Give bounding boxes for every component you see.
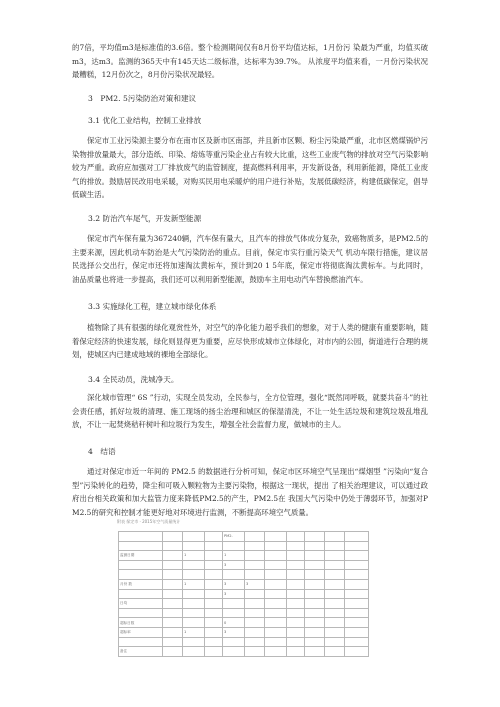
table-cell	[163, 637, 183, 647]
table-cell	[163, 608, 183, 618]
table-cell	[205, 570, 223, 580]
table-row	[119, 599, 369, 609]
paragraph-monitoring-results: 的7倍，平均值m3是标准值的3.6倍。整个检测期间仅有8月份平均值达标，1月份污 染最为严重，均值买破m3，达m3。监测的365天中有145天达二级标准，达标率为39.7%。 从浓度平均值来看，一月份污染状况最糟糕，12月份次之，8月份污染状况最轻。	[72, 43, 428, 80]
table-cell	[119, 532, 163, 542]
table-cell	[305, 608, 325, 618]
table-cell	[325, 560, 345, 570]
table-cell	[287, 599, 305, 609]
table-cell	[205, 618, 223, 628]
table-cell	[183, 560, 205, 570]
table-cell	[287, 618, 305, 628]
subsection-heading-3-2: 3.2 防治汽车尾气，开发新型能源	[88, 214, 202, 223]
table-cell	[205, 541, 223, 551]
table-cell	[287, 532, 305, 542]
table-cell	[325, 608, 345, 618]
table-cell	[265, 608, 287, 618]
table-cell	[345, 608, 369, 618]
table-cell	[345, 551, 369, 561]
table-cell	[205, 637, 223, 647]
data-table-thumbnail	[117, 519, 387, 699]
table-cell	[265, 560, 287, 570]
table-cell	[265, 579, 287, 589]
table-cell	[325, 541, 345, 551]
table-cell	[325, 599, 345, 609]
table-cell	[163, 647, 183, 657]
table-cell	[265, 551, 287, 561]
table-cell	[183, 532, 205, 542]
table-cell	[223, 570, 245, 580]
table-cell	[163, 541, 183, 551]
table-cell: 3	[223, 560, 245, 570]
table-cell	[205, 551, 223, 561]
table-cell	[345, 618, 369, 628]
table-cell	[245, 647, 265, 657]
table-cell	[245, 599, 265, 609]
table-cell	[119, 560, 163, 570]
paragraph-greening: 植物除了具有很强的绿化观赏性外，对空气的净化能力超乎我们的想象，对于人类的健康有重要影响，随着保定经济的快速发展，绿化则显得更为重要，应尽快形成城市立体绿化，对市内的公园，街道进行合理的规划，使城区内已建成地域的裸地全部绿化。	[72, 323, 428, 360]
table-cell: 监测日期	[119, 551, 163, 561]
table-cell	[163, 532, 183, 542]
table-cell	[345, 627, 369, 637]
table-cell	[205, 579, 223, 589]
section-heading-4: 4 结语	[88, 447, 116, 456]
table-row	[119, 618, 369, 628]
table-cell	[325, 570, 345, 580]
table-cell	[245, 618, 265, 628]
table-cell	[119, 541, 163, 551]
table-cell	[287, 570, 305, 580]
table-cell: 3	[223, 589, 245, 599]
table-cell: 1	[183, 551, 205, 561]
table-caption: 附表 保定市 · 2015年空气质量统计	[117, 519, 181, 524]
table-cell	[325, 618, 345, 628]
table-cell: 3	[223, 627, 245, 637]
subsection-heading-3-1: 3.1 优化工业结构，控制工业排放	[88, 116, 202, 125]
table-cell	[287, 589, 305, 599]
table-cell	[265, 532, 287, 542]
table-cell	[325, 589, 345, 599]
table-cell	[265, 589, 287, 599]
table-cell	[265, 647, 287, 657]
table-cell	[245, 532, 265, 542]
table-row	[119, 647, 369, 657]
table-cell	[163, 618, 183, 628]
table-cell	[163, 551, 183, 561]
table-cell	[265, 627, 287, 637]
table-cell	[345, 599, 369, 609]
table-cell	[325, 551, 345, 561]
table-cell: 日均	[119, 599, 163, 609]
table-cell	[119, 637, 163, 647]
table-cell	[245, 608, 265, 618]
table-cell	[305, 579, 325, 589]
table-cell	[287, 627, 305, 637]
table-cell	[245, 570, 265, 580]
table-cell	[287, 560, 305, 570]
table-cell	[163, 627, 183, 637]
table-cell	[245, 560, 265, 570]
table-cell	[287, 637, 305, 647]
table-cell: PM2.	[223, 532, 245, 542]
table-cell: 3	[245, 579, 265, 589]
table-cell	[223, 647, 245, 657]
table-cell	[305, 560, 325, 570]
table-cell	[345, 579, 369, 589]
table-row	[119, 541, 369, 551]
table-row	[119, 551, 369, 561]
table-cell	[305, 599, 325, 609]
table-cell	[223, 608, 245, 618]
table-cell	[183, 647, 205, 657]
table-cell	[325, 532, 345, 542]
subsection-heading-3-3: 3.3 实施绿化工程，建立城市绿化体系	[88, 302, 217, 311]
table-cell	[245, 541, 265, 551]
table-cell: 3	[223, 579, 245, 589]
table-cell	[205, 627, 223, 637]
table-row	[119, 589, 369, 599]
table-cell	[345, 637, 369, 647]
table-cell	[223, 599, 245, 609]
table-cell	[163, 579, 183, 589]
table-cell	[119, 570, 163, 580]
table-cell	[305, 589, 325, 599]
paragraph-industrial-emissions: 保定市工业污染源主要分布在南市区及新市区南部，并且新市区颗、粉尘污染最严重，北市区燃煤锅炉污染物排放量最大，部分造纸、印染、熔炼等重污染企业占有较大比重，这些工业废气物的排放对空气污染影响较为严重。政府应加强对工厂排放废气的监管制度，提高燃料利用率，开发新设备，利用新能源，降低工业废气的排放。鼓励居民改用电采暖，对购买民用电采暖炉的用户进行补贴，发展低碳经济，构建低碳保定，倡导低碳生活。	[72, 136, 428, 200]
table-cell	[205, 532, 223, 542]
table-cell	[183, 608, 205, 618]
table-cell	[265, 570, 287, 580]
table-cell	[183, 541, 205, 551]
table-row	[119, 532, 369, 542]
paragraph-city-management: 深化城市管理“ 6S ”行动，实现全员发动，全民参与，全方位管理，强化“既然同呼吸，就要共奋斗”的社会责任感，抓好垃圾的清理、施工现场的扬尘治理和城区的保湿清洗，不让一处生活垃圾和建筑垃圾乱堆乱放，不让一起焚烧秸秆树叶和垃圾行为发生，增强全社会监督力度，做城市的主人。	[72, 393, 428, 430]
table-cell	[245, 627, 265, 637]
table-cell	[163, 599, 183, 609]
table-cell	[345, 560, 369, 570]
table-cell	[345, 570, 369, 580]
table-cell	[223, 541, 245, 551]
table-cell	[265, 599, 287, 609]
table-cell	[305, 570, 325, 580]
table-row	[119, 560, 369, 570]
table-cell	[183, 589, 205, 599]
table-cell	[287, 647, 305, 657]
table-cell	[205, 647, 223, 657]
table-cell	[119, 589, 163, 599]
table-cell	[305, 627, 325, 637]
subsection-heading-3-4: 3.4 全民动员，洗城净天。	[88, 375, 179, 384]
table-cell	[305, 551, 325, 561]
table-cell	[345, 647, 369, 657]
table-cell	[325, 637, 345, 647]
table-cell	[223, 637, 245, 647]
table-cell	[245, 589, 265, 599]
section-heading-3: 3 PM2. 5污染防治对策和建议	[88, 94, 197, 103]
data-table-body	[119, 532, 369, 657]
table-cell	[183, 637, 205, 647]
table-cell	[345, 589, 369, 599]
table-cell	[183, 570, 205, 580]
table-cell	[325, 627, 345, 637]
paragraph-conclusion: 通过对保定市近一年间的 PM2.5 的数据进行分析可知，保定市区环境空气呈现出“煤烟型 ”污染向“复合型”污染转化的趋势，降尘和可吸入颗粒物为主要污染物，根据这一现状，提出 了相关治理建议，可以通过政府出台相关政策和加大监管力度来降低PM2.5的产生，PM2.5在 我国大气污染中仍处于薄弱环节，加强对PM2.5的研究和控制才能更好地对环境进行监测，不断提高环境空气质量。	[72, 467, 428, 517]
table-cell: 1	[223, 551, 245, 561]
table-cell	[245, 551, 265, 561]
table-cell	[305, 637, 325, 647]
table-row	[119, 608, 369, 618]
table-cell	[265, 637, 287, 647]
table-cell	[163, 570, 183, 580]
table-cell	[287, 541, 305, 551]
table-row	[119, 627, 369, 637]
table-cell	[305, 618, 325, 628]
paragraph-vehicle-exhaust: 保定市汽车保有量为367240辆，汽车保有量大，且汽车的排放气体成分复杂，致癌物质多，是PM2.5的主要来源，因此机动车防治是大气污染防治的重点。目前，保定市实行重污染天气 机动车限行措施，建议居民选择公交出行，保定市还将加速淘汰黄标车，预计到20 1 5年底，保定市将彻底淘汰黄标车。与此同时，油品质量也将进一步提高，我们还可以利用新型能源，鼓励车主用电动汽车替换燃油汽车。	[72, 234, 428, 284]
table-cell	[183, 599, 205, 609]
table-cell	[205, 560, 223, 570]
table-cell	[287, 608, 305, 618]
table-cell	[265, 541, 287, 551]
table-cell	[205, 589, 223, 599]
table-cell	[205, 599, 223, 609]
table-row	[119, 579, 369, 589]
table-cell	[205, 608, 223, 618]
table-cell	[345, 541, 369, 551]
table-cell	[183, 618, 205, 628]
table-cell	[325, 647, 345, 657]
table-cell: 超标日数	[119, 618, 163, 628]
table-cell	[305, 541, 325, 551]
table-cell	[287, 551, 305, 561]
table-cell	[287, 579, 305, 589]
table-cell: 月份 数	[119, 579, 163, 589]
table-row	[119, 637, 369, 647]
table-cell: 1	[183, 627, 205, 637]
table-cell	[265, 618, 287, 628]
table-cell	[305, 532, 325, 542]
table-cell: 0	[223, 618, 245, 628]
table-cell	[305, 647, 325, 657]
table-cell	[245, 637, 265, 647]
table-cell	[163, 560, 183, 570]
table-cell: 超标率	[119, 627, 163, 637]
table-cell: 1	[183, 579, 205, 589]
table-cell	[325, 579, 345, 589]
table-cell	[119, 608, 163, 618]
table-row	[119, 570, 369, 580]
data-table	[118, 531, 369, 657]
table-cell: 备注	[119, 647, 163, 657]
table-cell	[345, 532, 369, 542]
table-cell	[163, 589, 183, 599]
